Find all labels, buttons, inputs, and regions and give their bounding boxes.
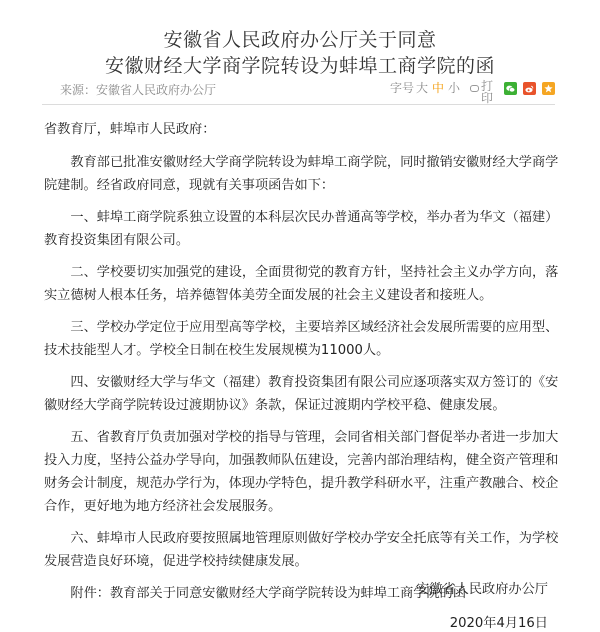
article-title-line1: 安徽省人民政府办公厅关于同意 bbox=[163, 29, 437, 51]
signature-organization: 安徽省人民政府办公厅 bbox=[416, 582, 548, 597]
paragraph-item-5: 五、省教育厅负责加强对学校的指导与管理，会同省相关部门督促举办者进一步加大投入力度，坚持公益办学导向，加强教师队伍建设，完善内部治理结构，健全资产管理和财务会计制度，规范办学行为，体现办学特色，提升教学科研水平，注重产教融合、校企合作，更好地为地方经济社会发展服务。 bbox=[44, 430, 559, 514]
paragraph-item-1: 一、蚌埠工商学院系独立设置的本科层次民办普通高等学校，举办者为华文（福建）教育投资集团有限公司。 bbox=[44, 210, 559, 248]
paragraph-item-2: 二、学校要切实加强党的建设，全面贯彻党的教育方针，坚持社会主义办学方向，落实立德树人根本任务，培养德智体美劳全面发展的社会主义建设者和接班人。 bbox=[44, 265, 559, 303]
salutation: 省教育厅，蚌埠市人民政府： bbox=[44, 122, 216, 137]
font-size-medium-button[interactable]: 中 bbox=[431, 81, 444, 95]
font-size-label: 字号 bbox=[389, 81, 414, 95]
wechat-icon bbox=[506, 85, 515, 93]
paragraph-item-6: 六、蚌埠市人民政府要按照属地管理原则做好学校办学安全托底等有关工作，为学校发展营造良好环境，促进学校持续健康发展。 bbox=[44, 531, 559, 569]
weibo-icon bbox=[525, 85, 534, 93]
paragraph-item-3: 三、学校办学定位于应用型高等学校，主要培养区域经济社会发展所需要的应用型、技术技能型人才。学校全日制在校生发展规模为11000人。 bbox=[44, 320, 559, 358]
article-body bbox=[44, 118, 559, 614]
print-button[interactable] bbox=[470, 80, 494, 104]
share-weibo-button[interactable] bbox=[523, 82, 536, 95]
font-size-large-button[interactable]: 大 bbox=[415, 81, 428, 95]
article-meta-bar bbox=[42, 78, 555, 105]
print-label: 打印 bbox=[481, 79, 494, 105]
attachment-line: 附件：教育部关于同意安徽财经大学商学院转设为蚌埠工商学院的函 bbox=[70, 586, 467, 601]
paragraph-intro: 教育部已批准安徽财经大学商学院转设为蚌埠工商学院，同时撤销安徽财经大学商学院建制。经省政府同意，现就有关事项函告如下： bbox=[44, 155, 559, 193]
star-icon bbox=[544, 84, 553, 93]
print-icon bbox=[470, 85, 479, 92]
signature-date: 2020年4月16日 bbox=[449, 616, 548, 631]
article-tools bbox=[389, 79, 555, 105]
paragraph-item-4: 四、安徽财经大学与华文（福建）教育投资集团有限公司应逐项落实双方签订的《安徽财经大学商学院转设过渡期协议》条款，保证过渡期内学校平稳、健康发展。 bbox=[44, 375, 559, 413]
source-label: 来源：安徽省人民政府办公厅 bbox=[60, 83, 217, 97]
font-size-small-button[interactable]: 小 bbox=[447, 81, 460, 95]
share-qzone-button[interactable] bbox=[542, 82, 555, 95]
share-wechat-button[interactable] bbox=[504, 82, 517, 95]
article-title-line2: 安徽财经大学商学院转设为蚌埠工商学院的函 bbox=[104, 55, 495, 77]
